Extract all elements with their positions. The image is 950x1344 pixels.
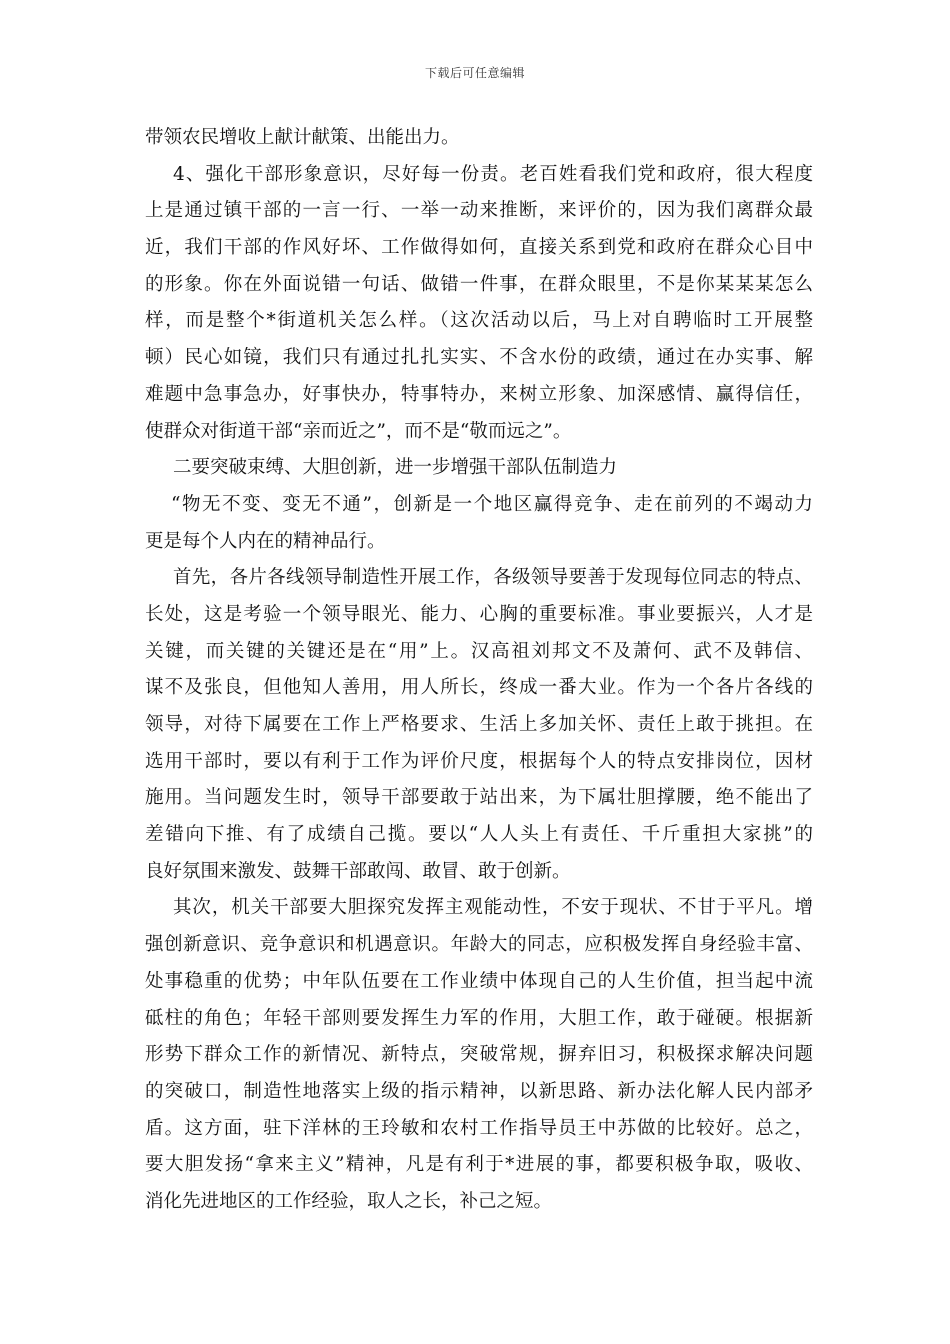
section-heading: 二要突破束缚、大胆创新，进一步增强干部队伍制造力 xyxy=(173,457,618,479)
text-line: 使群众对街道干部“亲而近之”，而不是“敬而远之”。 xyxy=(145,420,572,442)
text-line: 关键，而关键的关键还是在“用”上。汉高祖刘邦文不及萧何、武不及韩信、 xyxy=(145,640,813,662)
text-line: 要大胆发扬“拿来主义”精神，凡是有利于*进展的事，都要积极争取，吸收、 xyxy=(145,1154,813,1176)
text-line: 消化先进地区的工作经验，取人之长，补己之短。 xyxy=(145,1190,553,1212)
text-line: 施用。当问题发生时，领导干部要敢于站出来，为下属壮胆撑腰，绝不能出了 xyxy=(145,787,813,809)
text-line: 的形象。你在外面说错一句话、做错一件事，在群众眼里，不是你某某某怎么 xyxy=(145,273,813,295)
text-line: 更是每个人内在的精神品行。 xyxy=(145,530,386,552)
text-line: 差错向下推、有了成绩自己揽。要以“人人头上有责任、千斤重担大家挑”的 xyxy=(145,824,813,846)
text-line: 顿）民心如镜，我们只有通过扎扎实实、不含水份的政绩，通过在办实事、解 xyxy=(145,347,813,369)
text-line: 其次，机关干部要大胆探究发挥主观能动性，不安于现状、不甘于平凡。增 xyxy=(173,897,813,919)
text-line: 样，而是整个*街道机关怎么样。（这次活动以后，马上对自聘临时工开展整 xyxy=(145,310,813,332)
text-line: 带领农民增收上献计献策、出能出力。 xyxy=(145,127,460,148)
text-line: 砥柱的角色；年轻干部则要发挥生力军的作用，大胆工作，敢于碰硬。根据新 xyxy=(145,1007,813,1029)
text-line: 的突破口，制造性地落实上级的指示精神，以新思路、新办法化解人民内部矛 xyxy=(145,1080,813,1102)
text-line: 领导，对待下属要在工作上严格要求、生活上多加关怀、责任上敢于挑担。在 xyxy=(145,714,813,735)
document-body xyxy=(145,120,813,1221)
text-line: 良好氛围来激发、鼓舞干部敢闯、敢冒、敢于创新。 xyxy=(145,860,571,882)
text-line: 难题中急事急办，好事快办，特事特办，来树立形象、加深感情、赢得信任， xyxy=(145,383,813,405)
text-line: 近，我们干部的作风好坏、工作做得如何，直接关系到党和政府在群众心目中 xyxy=(145,237,813,259)
page-header: 下载后可任意编辑 xyxy=(424,66,525,80)
text-line: 强创新意识、竞争意识和机遇意识。年龄大的同志，应积极发挥自身经验丰富、 xyxy=(145,934,813,956)
text-line: 长处，这是考验一个领导眼光、能力、心胸的重要标准。事业要振兴，人才是 xyxy=(145,603,813,625)
text-line: 4、强化干部形象意识，尽好每一份责。老百姓看我们党和政府，很大程度 xyxy=(173,163,813,185)
text-line: “物无不变、变无不通”，创新是一个地区赢得竞争、走在前列的不竭动力 xyxy=(171,493,813,515)
text-line: 谋不及张良，但他知人善用，用人所长，终成一番大业。作为一个各片各线的 xyxy=(145,677,813,699)
text-line: 选用干部时，要以有利于工作为评价尺度，根据每个人的特点安排岗位，因材 xyxy=(145,750,813,772)
text-line: 形势下群众工作的新情况、新特点，突破常规，摒弃旧习，积极探求解决问题 xyxy=(145,1044,813,1066)
text-line: 上是通过镇干部的一言一行、一举一动来推断，来评价的，因为我们离群众最 xyxy=(145,200,813,222)
text-line: 处事稳重的优势；中年队伍要在工作业绩中体现自己的人生价值，担当起中流 xyxy=(145,970,813,992)
text-line: 首先，各片各线领导制造性开展工作，各级领导要善于发现每位同志的特点、 xyxy=(173,567,813,589)
text-line: 盾。这方面，驻下洋林的王玲敏和农村工作指导员王中苏做的比较好。总之， xyxy=(145,1117,813,1139)
